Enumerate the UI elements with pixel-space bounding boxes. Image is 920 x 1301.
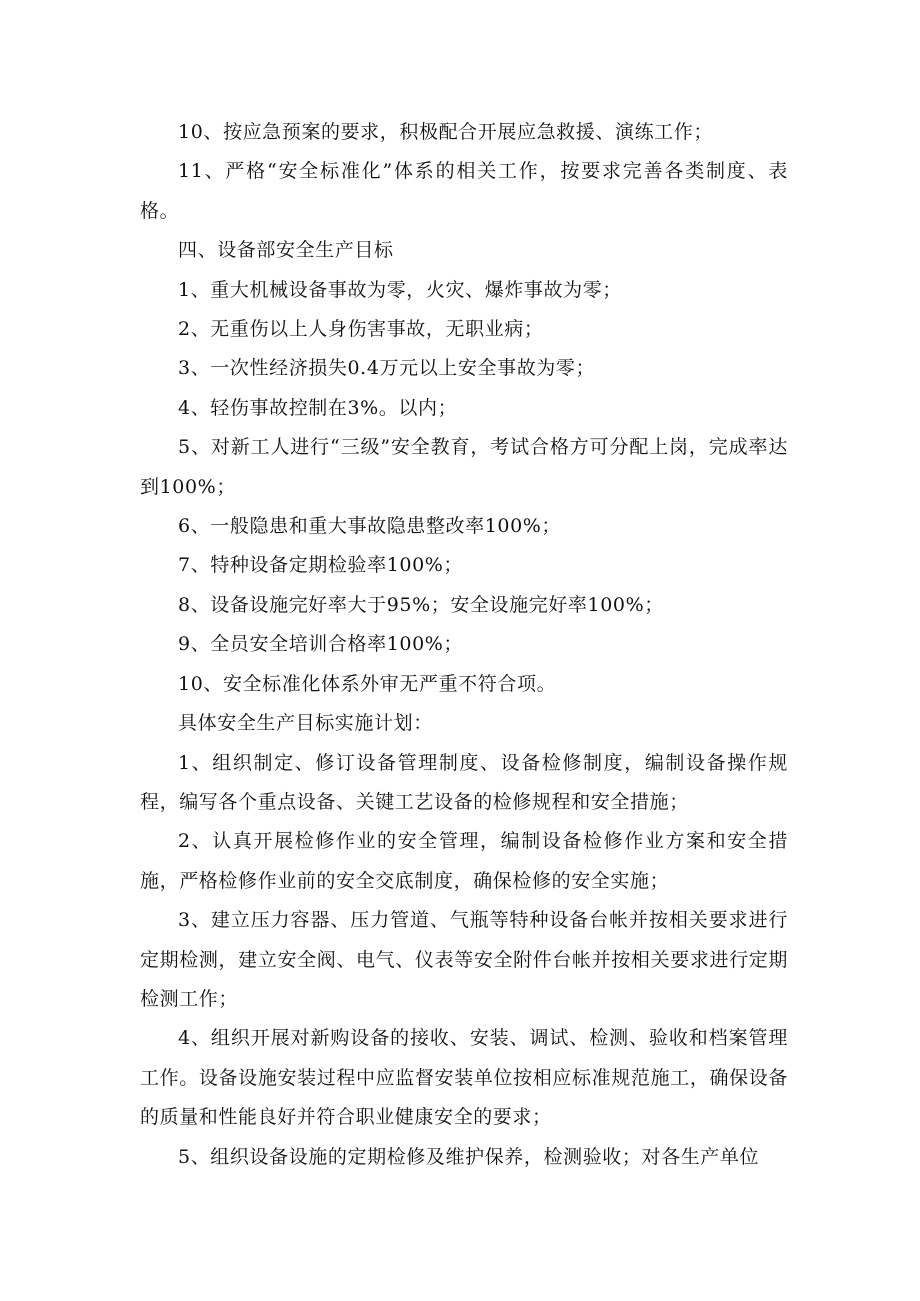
paragraph-item-10-emergency: 10、按应急预案的要求，积极配合开展应急救援、演练工作； <box>178 121 713 143</box>
goal-item-6: 6、一般隐患和重大事故隐患整改率100%； <box>178 515 562 538</box>
goal-item-2: 2、无重伤以上人身伤害事故，无职业病； <box>178 318 544 341</box>
plan-item-4: 4、组织开展对新购设备的接收、安装、调试、检测、验收和档案管理工作。设备设施安装过程中应监督安装单位按相应标准规范施工，确保设备的质量和性能良好并符合职业健康安全的要求； <box>140 1027 788 1129</box>
goal-item-1: 1、重大机械设备事故为零，火灾、爆炸事故为零； <box>178 278 622 301</box>
goal-item-10: 10、安全标准化体系外审无严重不符合项。 <box>178 672 557 695</box>
goal-item-3: 3、一次性经济损失0.4万元以上安全事故为零； <box>178 357 596 380</box>
document-body <box>140 113 788 1177</box>
goal-item-8: 8、设备设施完好率大于95%；安全设施完好率100%； <box>178 593 664 616</box>
goal-item-4: 4、轻伤事故控制在3%。以内； <box>178 396 458 419</box>
plan-heading: 具体安全生产目标实施计划： <box>178 712 433 735</box>
plan-item-5: 5、组织设备设施的定期检修及维护保养，检测验收；对各生产单位 <box>178 1145 760 1168</box>
plan-item-3: 3、建立压力容器、压力管道、气瓶等特种设备台帐并按相关要求进行定期检测，建立安全阀、电气、仪表等安全附件台帐并按相关要求进行定期检测工作； <box>140 909 788 1010</box>
goal-item-5: 5、对新工人进行“三级”安全教育，考试合格方可分配上岗，完成率达到100%； <box>140 436 788 498</box>
goal-item-7: 7、特种设备定期检验率100%； <box>178 554 464 577</box>
plan-item-2: 2、认真开展检修作业的安全管理，编制设备检修作业方案和安全措施，严格检修作业前的安全交底制度，确保检修的安全实施； <box>140 830 788 892</box>
plan-item-1: 1、组织制定、修订设备管理制度、设备检修制度，编制设备操作规程，编写各个重点设备、关键工艺设备的检修规程和安全措施； <box>140 751 788 813</box>
paragraph-item-11-standardization: 11、严格“安全标准化”体系的相关工作，按要求完善各类制度、表格。 <box>140 160 788 222</box>
goal-item-9: 9、全员安全培训合格率100%； <box>178 633 464 656</box>
section-heading-equipment-goals: 四、设备部安全生产目标 <box>178 239 394 262</box>
